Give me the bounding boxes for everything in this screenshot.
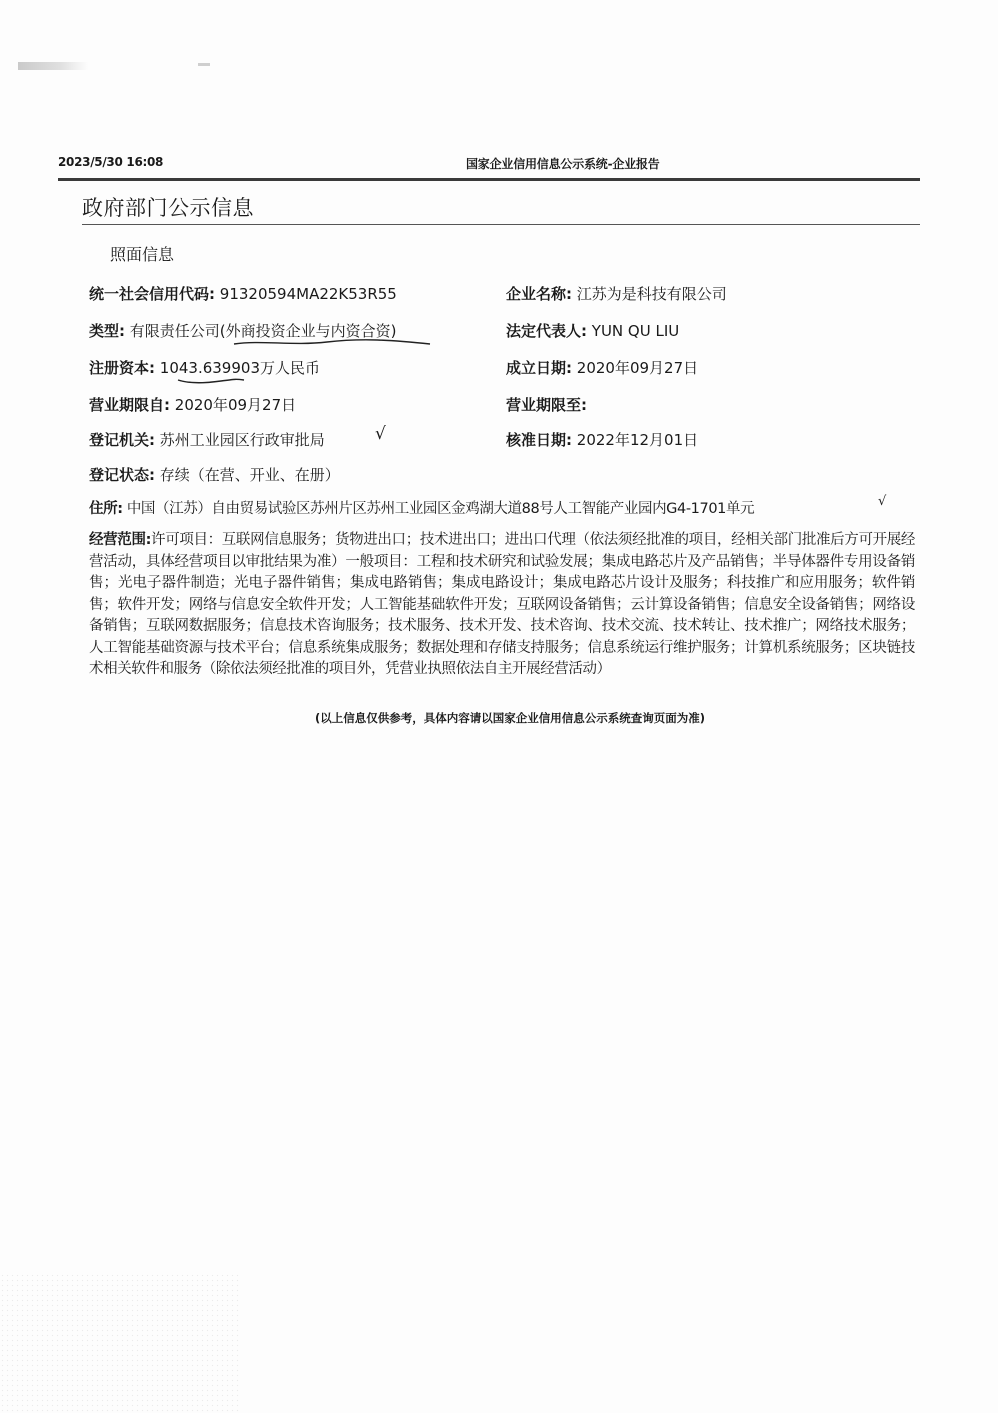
field-label: 登记机关: [89, 431, 155, 449]
handwritten-check-icon: √ [375, 424, 386, 444]
field-value: 91320594MA22K53R55 [219, 285, 397, 303]
business-scope [89, 530, 915, 681]
field-label: 住所: [89, 501, 123, 517]
field-company-name [506, 283, 727, 304]
field-label: 营业期限至: [506, 396, 587, 414]
field-value: 苏州工业园区行政审批局 [159, 431, 325, 449]
section-title: 政府部门公示信息 [82, 196, 254, 220]
field-reg-capital [89, 357, 320, 378]
field-value: 中国（江苏）自由贸易试验区苏州片区苏州工业园区金鸡湖大道88号人工智能产业园内G4-1701单元 [126, 501, 755, 517]
field-value: YUN QU LIU [591, 322, 680, 340]
field-term-to [506, 394, 587, 415]
field-label: 统一社会信用代码: [89, 285, 215, 303]
field-label: 企业名称: [506, 285, 572, 303]
field-address [89, 497, 754, 518]
subsection-title: 照面信息 [110, 245, 175, 264]
scan-artifact [18, 62, 88, 70]
field-established [506, 357, 698, 378]
field-value: 2022年12月01日 [576, 431, 699, 449]
field-label: 成立日期: [506, 359, 572, 377]
field-value: 有限责任公司(外商投资企业与内资合资) [129, 322, 397, 340]
field-value: 2020年09月27日 [174, 396, 297, 414]
field-value: 江苏为是科技有限公司 [576, 285, 727, 303]
header-rule [58, 178, 920, 181]
field-status [89, 464, 340, 485]
field-value: 2020年09月27日 [576, 359, 699, 377]
field-value: 1043.639903万人民币 [159, 359, 320, 377]
field-label: 类型: [89, 322, 125, 340]
disclaimer-note: (以上信息仅供参考，具体内容请以国家企业信用信息公示系统查询页面为准) [314, 711, 705, 725]
field-legal-rep [506, 320, 679, 341]
field-credit-code [89, 283, 397, 304]
header-datetime: 2023/5/30 16:08 [58, 155, 164, 169]
handwritten-underline [232, 338, 432, 348]
handwritten-check-icon: √ [878, 494, 887, 509]
field-approval-date [506, 429, 698, 450]
handwritten-underline [176, 376, 246, 386]
scan-noise [0, 1273, 240, 1413]
section-rule [82, 224, 920, 225]
scan-artifact-dot [198, 63, 210, 66]
field-label: 营业期限自: [89, 396, 170, 414]
field-term-from [89, 394, 296, 415]
field-label: 登记状态: [89, 466, 155, 484]
field-value: 存续（在营、开业、在册） [159, 466, 340, 484]
field-authority [89, 429, 325, 450]
header-title: 国家企业信用信息公示系统-企业报告 [466, 157, 660, 171]
field-label: 注册资本: [89, 359, 155, 377]
field-label: 核准日期: [506, 431, 572, 449]
field-label: 法定代表人: [506, 322, 587, 340]
scope-label: 经营范围: [89, 532, 151, 548]
scope-value: 许可项目：互联网信息服务；货物进出口；技术进出口；进出口代理（依法须经批准的项目，经相关部门批准后方可开展经营活动，具体经营项目以审批结果为准）一般项目：工程和技术研究和试验发展；集成电路芯片及产品销售；半导体器件专用设备销售；光电子器件制造；光电子器件销售；集成电路销售；集成电路设计；集成电路芯片设计及服务；科技推广和应用服务；软件销售；软件开发；网络与信息安全软件开发；人工智能基础软件开发；互联网设备销售；云计算设备销售；信息安全设备销售；网络设备销售；互联网数据服务；信息技术咨询服务；技术服务、技术开发、技术咨询、技术交流、技术转让、技术推广；网络技术服务；人工智能基础资源与技术平台；信息系统集成服务；数据处理和存储支持服务；信息系统运行维护服务；计算机系统服务；区块链技术相关软件和服务（除依法须经批准的项目外，凭营业执照依法自主开展经营活动） [89, 532, 915, 677]
